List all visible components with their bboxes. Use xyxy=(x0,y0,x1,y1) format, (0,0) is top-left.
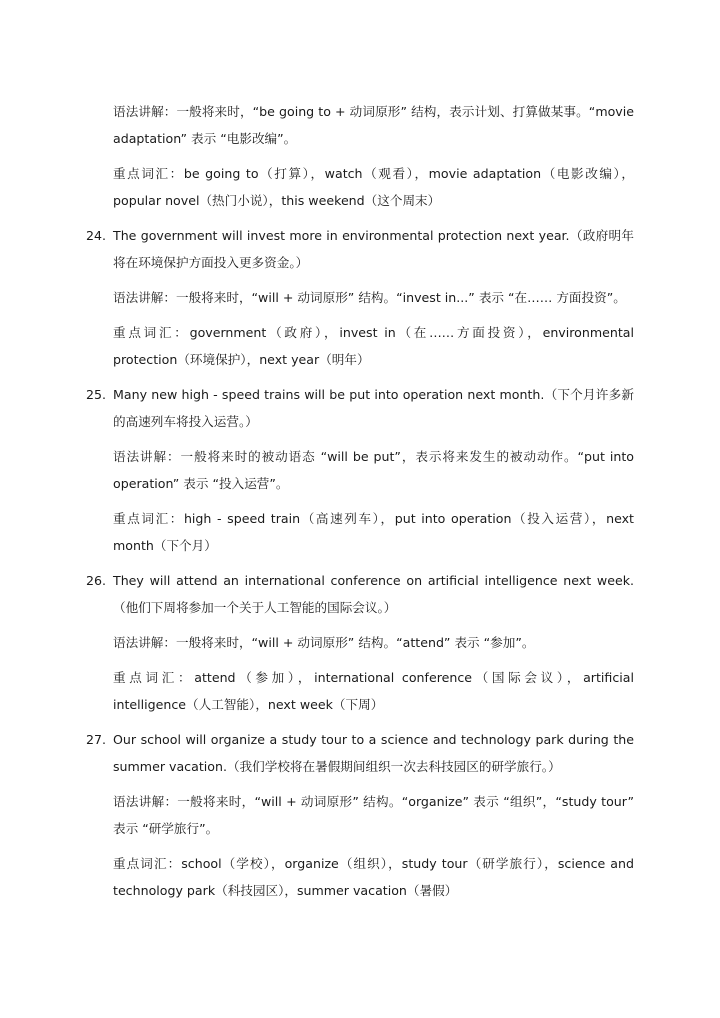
item-sentence: Many new high - speed trains will be put into operation next month.（下个月许多新的高速列车将投入运营。） xyxy=(113,387,634,429)
grammar-explanation: 语法讲解：一般将来时，“will + 动词原形” 结构。“organize” 表示 “组织”，“study tour” 表示 “研学旅行”。 xyxy=(113,794,634,836)
document-content xyxy=(86,98,634,912)
key-vocabulary: 重点词汇：high - speed train（高速列车），put into operation（投入运营），next month（下个月） xyxy=(113,511,634,553)
key-vocabulary: 重点词汇：government（政府），invest in（在……方面投资），environmental protection（环境保护），next year（明年） xyxy=(113,325,634,367)
grammar-explanation: 语法讲解：一般将来时，“will + 动词原形” 结构。“invest in...” 表示 “在…… 方面投资”。 xyxy=(113,290,626,305)
item-sentence: They will attend an international conference on artificial intelligence next week.（他们下周将参加一个关于人工智能的国际会议。） xyxy=(113,573,634,615)
grammar-explanation: 语法讲解：一般将来时，“be going to + 动词原形” 结构，表示计划、打算做某事。“movie adaptation” 表示 “电影改编”。 xyxy=(113,104,634,146)
item-number: 26. xyxy=(86,573,107,588)
key-vocabulary: 重点词汇：school（学校），organize（组织），study tour（研学旅行），science and technology park（科技园区），summer vacation（暑假） xyxy=(113,856,634,898)
item-number: 25. xyxy=(86,387,107,402)
key-vocabulary: 重点词汇：attend（参加），international conference（国际会议），artificial intelligence（人工智能），next week（下周） xyxy=(113,670,634,712)
item-number: 24. xyxy=(86,228,107,243)
sentence-item xyxy=(86,726,634,780)
sentence-item xyxy=(86,567,634,621)
grammar-explanation: 语法讲解：一般将来时的被动语态 “will be put”，表示将来发生的被动动作。“put into operation” 表示 “投入运营”。 xyxy=(113,449,634,491)
item-sentence: Our school will organize a study tour to a science and technology park during the summer vacation.（我们学校将在暑假期间组织一次去科技园区的研学旅行。） xyxy=(113,732,634,774)
item-number: 27. xyxy=(86,732,107,747)
sentence-item xyxy=(86,222,634,276)
key-vocabulary: 重点词汇：be going to（打算），watch（观看），movie adaptation（电影改编），popular novel（热门小说），this weekend（这个周末） xyxy=(113,166,634,208)
item-sentence: The government will invest more in environmental protection next year.（政府明年将在环境保护方面投入更多资金。） xyxy=(113,228,634,270)
sentence-item xyxy=(86,381,634,435)
grammar-explanation: 语法讲解：一般将来时，“will + 动词原形” 结构。“attend” 表示 “参加”。 xyxy=(113,635,535,650)
